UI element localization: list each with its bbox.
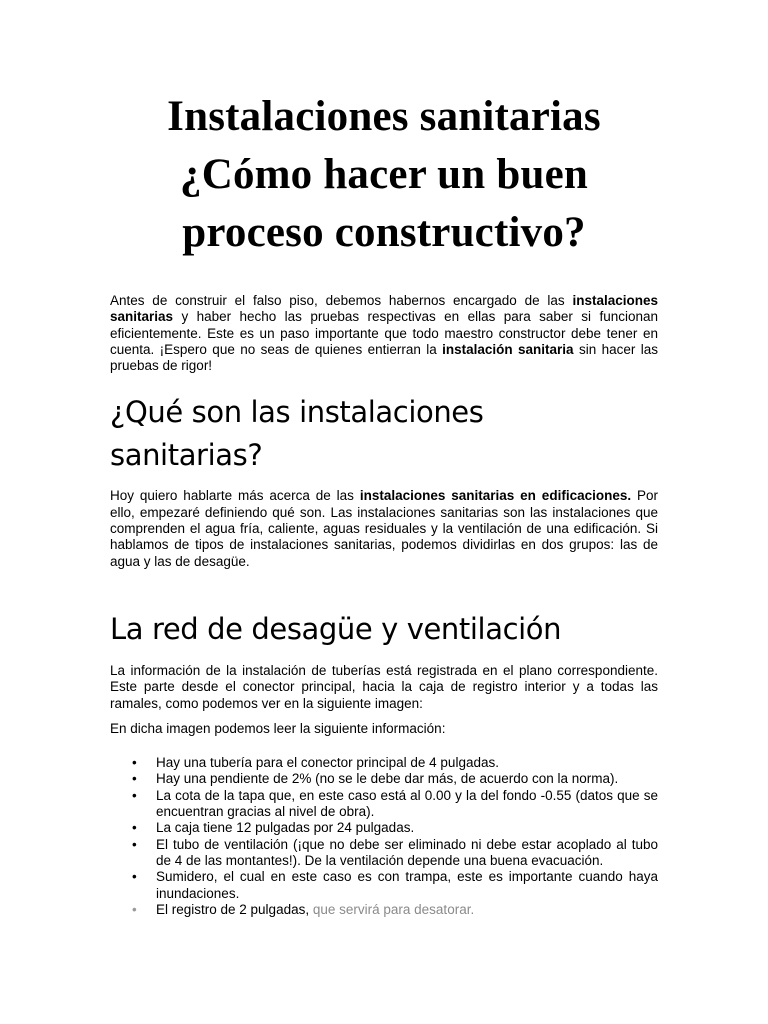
list-item: [110, 869, 658, 902]
list-item-text: El tubo de ventilación (¡que no debe ser eliminado ni debe estar acoplado al tubo de 4 de las montantes!). De la ventilación depende una buena evacuación.: [156, 836, 658, 868]
que-son-paragraph: [110, 488, 658, 569]
list-item: [110, 755, 658, 771]
page-title: [110, 88, 658, 262]
title-line-1: Instalaciones sanitarias: [167, 93, 601, 140]
list-item-text: Sumidero, el cual en este caso es con trampa, este es importante cuando haya inundaciones.: [156, 869, 658, 901]
section-heading-que-son: [110, 391, 658, 477]
que-son-bold: instalaciones sanitarias en edificaciones.: [359, 488, 632, 504]
intro-text-1: Antes de construir el falso piso, debemos habernos encargado de las: [110, 293, 573, 308]
bullet-icon: •: [132, 901, 137, 917]
que-son-text-2: Por ello, empezaré definiendo qué son. Las instalaciones sanitarias son las instalaciones que comprenden el agua fría, caliente, aguas residuales y la ventilación de una edificación. Si hablamos de tipos de instalaciones sanitarias, podemos dividirlas en dos grupos: las de agua y las de desagüe.: [110, 488, 659, 569]
bullet-icon: •: [132, 869, 137, 885]
list-item: [110, 902, 658, 918]
list-item: [110, 788, 658, 821]
section-heading-que-son-line-2: sanitarias?: [110, 438, 263, 473]
list-item-text: Hay una pendiente de 2% (no se le debe dar más, de acuerdo con la norma).: [156, 771, 619, 787]
list-item: [110, 820, 658, 836]
bullet-icon: •: [132, 787, 137, 803]
list-item: [110, 837, 658, 870]
imagen-info-paragraph: En dicha imagen podemos leer la siguiente información:: [110, 720, 446, 736]
list-item-faded-text: que servirá para desatorar.: [309, 901, 475, 917]
list-item: [110, 771, 658, 787]
red-desague-paragraph: La información de la instalación de tuberías está registrada en el plano correspondiente. Este parte desde el conector principal, hacia la caja de registro interior y a todas las ramales, como podemos ver en la siguiente imagen:: [110, 662, 658, 711]
bullet-icon: •: [132, 771, 137, 787]
que-son-text-1: Hoy quiero hablarte más acerca de las: [110, 488, 360, 504]
title-line-3: proceso constructivo?: [182, 209, 586, 256]
info-bullet-list: [110, 755, 658, 918]
section-heading-red-desague: La red de desagüe y ventilación: [110, 611, 562, 646]
bullet-icon: •: [132, 820, 137, 836]
list-item-text: El registro de 2 pulgadas,: [156, 901, 310, 917]
intro-paragraph: [110, 293, 658, 374]
bullet-icon: •: [132, 755, 137, 771]
intro-bold-1: instalaciones sanitarias: [110, 293, 658, 325]
document-page: [110, 88, 658, 918]
section-heading-que-son-line-1: ¿Qué son las instalaciones: [110, 395, 484, 430]
intro-bold-2: instalación sanitaria: [442, 341, 574, 357]
intro-text-3: sin hacer las pruebas de rigor!: [110, 341, 658, 374]
list-item-text: Hay una tubería para el conector principal de 4 pulgadas.: [156, 755, 499, 771]
list-item-text: La cota de la tapa que, en este caso está al 0.00 y la del fondo -0.55 (datos que se encuentran gracias al nivel de obra).: [156, 787, 658, 820]
bullet-icon: •: [132, 836, 137, 852]
title-line-2: ¿Cómo hacer un buen: [180, 151, 588, 198]
intro-text-2: y haber hecho las pruebas respectivas en ellas para saber si funcionan eficientemente. Este es un paso importante que todo maestro constructor debe tener en cuenta. ¡Espero que no seas de quienes entierran la: [110, 309, 658, 357]
list-item-text: La caja tiene 12 pulgadas por 24 pulgadas.: [156, 820, 415, 836]
